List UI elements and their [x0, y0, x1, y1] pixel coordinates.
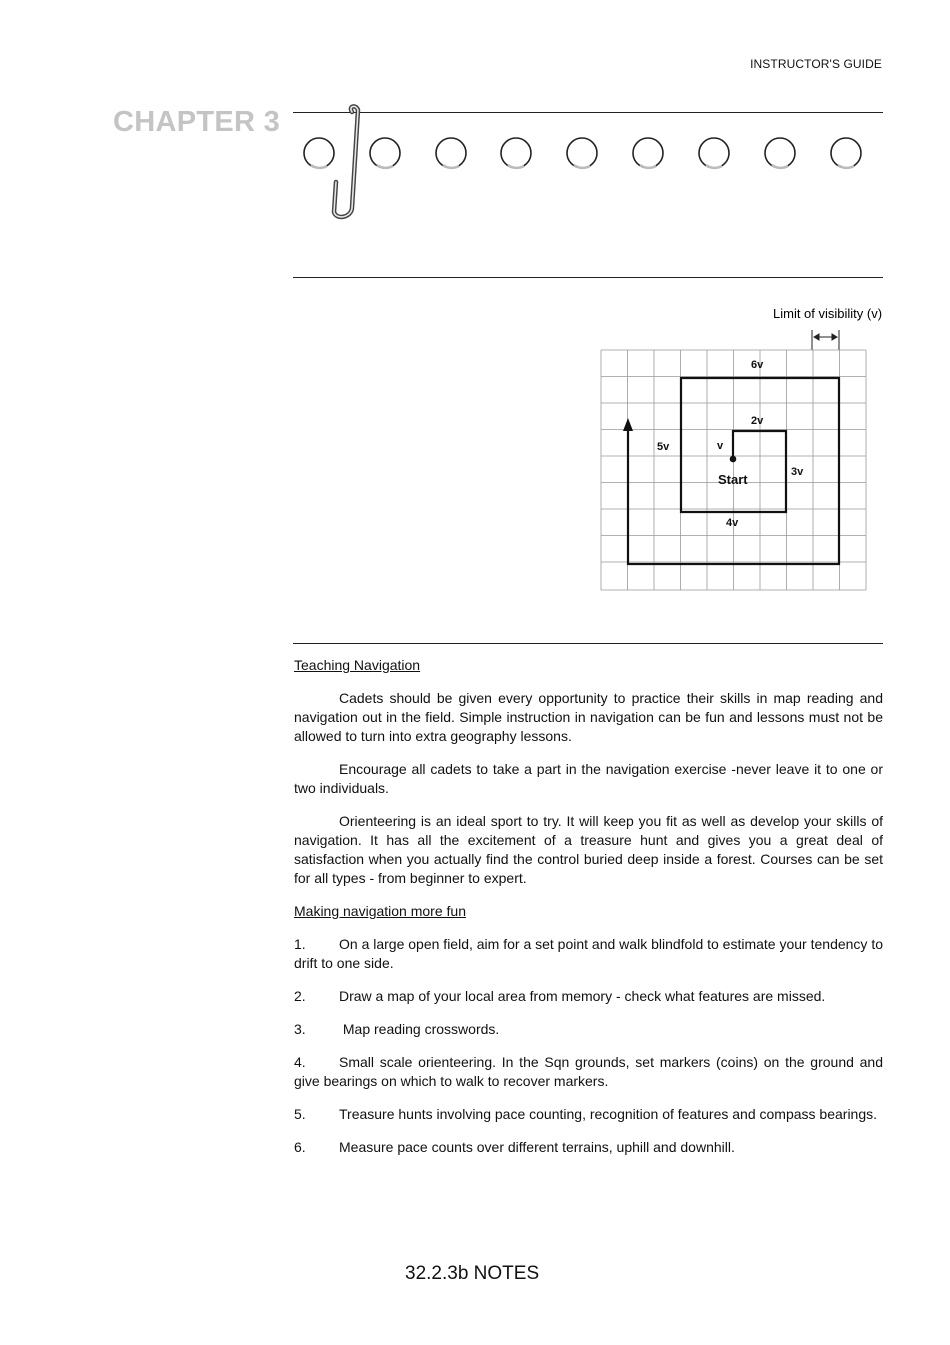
paragraph: Cadets should be given every opportunity to practice their skills in map reading and navigation out in the field. Simple instruction in navigation can be fun and lessons must not be allowed to turn into extra geography lessons. — [294, 690, 883, 744]
list-item-number: 4. — [294, 1054, 306, 1070]
binder-clip-icon — [334, 106, 358, 217]
label-3v: 3v — [791, 466, 804, 478]
footer-notes-label: 32.2.3b NOTES — [405, 1263, 540, 1284]
list-item-number: 3. — [294, 1021, 306, 1037]
list-item-text: On a large open field, aim for a set point and walk blindfold to estimate your tendency to drift to one side. — [294, 936, 883, 971]
paragraph: Encourage all cadets to take a part in the navigation exercise -never leave it to one or two individuals. — [294, 761, 883, 796]
path-arrowhead — [623, 418, 633, 431]
list-item-number: 1. — [294, 936, 306, 952]
list-item-text: Draw a map of your local area from memory - check what features are missed. — [339, 988, 826, 1004]
binder-bottom-rule — [293, 277, 883, 278]
square-search-figure — [595, 300, 887, 595]
guide-header-label: INSTRUCTOR'S GUIDE — [750, 57, 882, 71]
start-point — [730, 456, 737, 463]
figure-bottom-rule — [293, 643, 883, 644]
list-item-text: Small scale orienteering. In the Sqn grounds, set markers (coins) on the ground and give bearings on which to walk to recover markers. — [294, 1054, 883, 1089]
list-item-text: Measure pace counts over different terrains, uphill and downhill. — [339, 1139, 735, 1155]
chapter-title: CHAPTER 3 — [113, 106, 281, 138]
list-item — [294, 987, 883, 1006]
visibility-width-marker — [812, 330, 839, 350]
list-item-number: 2. — [294, 988, 306, 1004]
list-item-text: Map reading crosswords. — [339, 1021, 500, 1037]
label-4v: 4v — [726, 517, 739, 529]
label-2v: 2v — [751, 415, 764, 427]
list-item — [294, 1053, 883, 1091]
list-item — [294, 1105, 883, 1124]
heading-teaching-navigation: Teaching Navigation — [294, 657, 421, 673]
label-start: Start — [718, 472, 748, 487]
binder-rings-icon — [296, 100, 876, 225]
list-item-text: Treasure hunts involving pace counting, recognition of features and compass bearings. — [339, 1106, 878, 1122]
list-item — [294, 1138, 883, 1157]
list-item — [294, 935, 883, 973]
label-5v: 5v — [657, 441, 670, 453]
list-item — [294, 1020, 883, 1039]
list-item-number: 6. — [294, 1139, 306, 1155]
label-6v: 6v — [751, 359, 764, 371]
limit-of-visibility-label: Limit of visibility (v) — [773, 306, 883, 321]
grid — [601, 350, 866, 590]
main-content — [294, 656, 883, 1171]
list-item-number: 5. — [294, 1106, 306, 1122]
paragraph: Orienteering is an ideal sport to try. It will keep you fit as well as develop your skills of navigation. It has all the excitement of a treasure hunt and gives you a great deal of satisfaction when you actually find the control buried deep inside a forest. Courses can be set for all types - from beginner to expert. — [294, 813, 883, 886]
label-v: v — [717, 440, 724, 452]
heading-making-navigation-fun: Making navigation more fun — [294, 903, 466, 919]
